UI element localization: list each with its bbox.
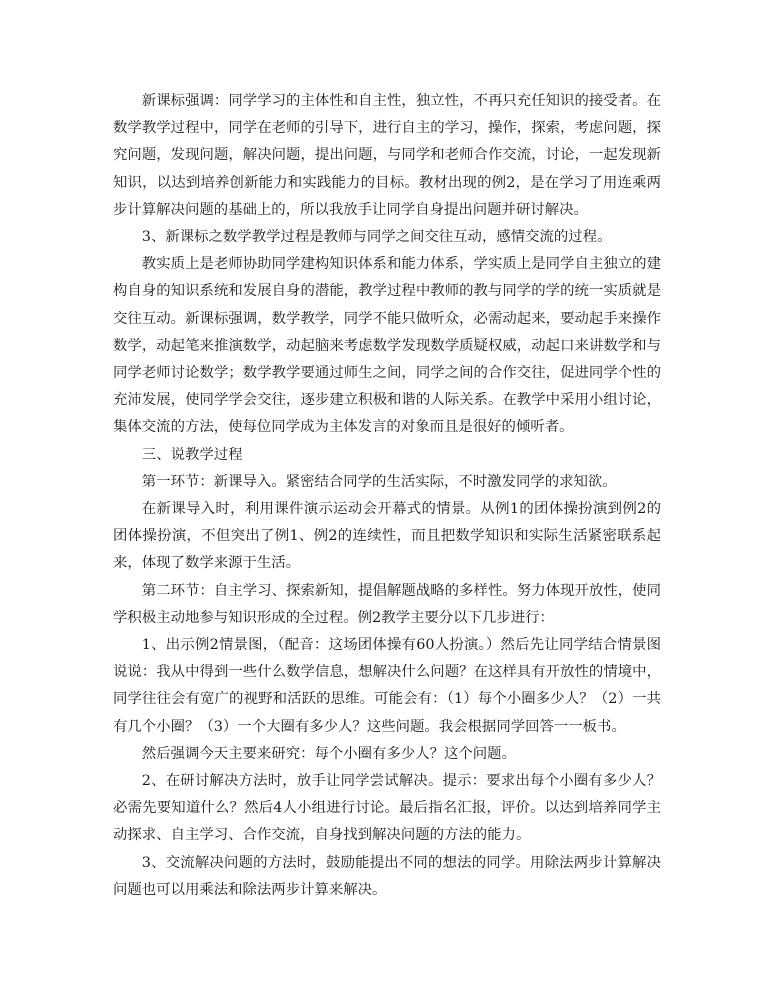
paragraph: 然后强调今天主要来研究：每个小圈有多少人？这个问题。 [141, 745, 516, 762]
paragraph: 3、新课标之数学教学过程是教师与同学之间交往互动，感情交流的过程。 [141, 229, 612, 246]
paragraph: 1、出示例2情景图，（配音：这场团体操有60人扮演。）然后先让同学结合情景图说说：我从中得到一些什么数学信息，想解决什么问题？在这样具有开放性的情境中，同学往往会有宽广的视野和活跃的思维。可能会有：（1）每个小圈多少人？（2）一共有几个小圈？（3）一个大圈有多少人？这些问题。我会根据同学回答一一板书。 [113, 637, 661, 735]
section-heading: 三、说教学过程 [141, 446, 243, 463]
paragraph: 教实质上是老师协助同学建构知识体系和能力体系，学实质上是同学自主独立的建构自身的知识系统和发展自身的潜能，教学过程中教师的教与同学的学的统一实质就是交往互动。新课标强调，数学教学，同学不能只做听众，必需动起来，要动起手来操作数学，动起笔来推演数学，动起脑来考虑数学发现数学质疑权威，动起口来讲数学和与同学老师讨论数学；数学教学要通过师生之间，同学之间的合作交往，促进同学个性的充沛发展，使同学学会交往，逐步建立积极和谐的人际关系。在教学中采用小组讨论，集体交流的方法，使每位同学成为主体发言的对象而且是很好的倾听者。 [113, 256, 661, 436]
paragraph: 新课标强调：同学学习的主体性和自主性，独立性，不再只充任知识的接受者。在数学教学过程中，同学在老师的引导下，进行自主的学习，操作，探索，考虑问题，探究问题，发现问题，解决问题，提出问题，与同学和老师合作交流，讨论，一起发现新知识，以达到培养创新能力和实践能力的目标。教材出现的例2，是在学习了用连乘两步计算解决问题的基础上的，所以我放手让同学自身提出问题并研讨解决。 [113, 93, 661, 218]
paragraph: 第二环节：自主学习、探索新知，提倡解题战略的多样性。努力体现开放性，使同学积极主动地参与知识形成的全过程。例2教学主要分以下几步进行： [113, 582, 661, 626]
paragraph: 3、交流解决问题的方法时，鼓励能提出不同的想法的同学。用除法两步计算解决问题也可以用乘法和除法两步计算来解决。 [113, 854, 661, 898]
paragraph: 2、在研讨解决方法时，放手让同学尝试解决。提示：要求出每个小圈有多少人？必需先要知道什么？然后4人小组进行讨论。最后指名汇报，评价。以达到培养同学主动探求、自主学习、合作交流，自身找到解决问题的方法的能力。 [113, 773, 661, 844]
paragraph: 第一环节：新课导入。紧密结合同学的生活实际，不时激发同学的求知欲。 [141, 473, 617, 490]
document-body [113, 88, 661, 904]
paragraph: 在新课导入时，利用课件演示运动会开幕式的情景。从例1的团体操扮演到例2的团体操扮演，不但突出了例1、例2的连续性，而且把数学知识和实际生活紧密联系起来，体现了数学来源于生活。 [113, 501, 661, 572]
